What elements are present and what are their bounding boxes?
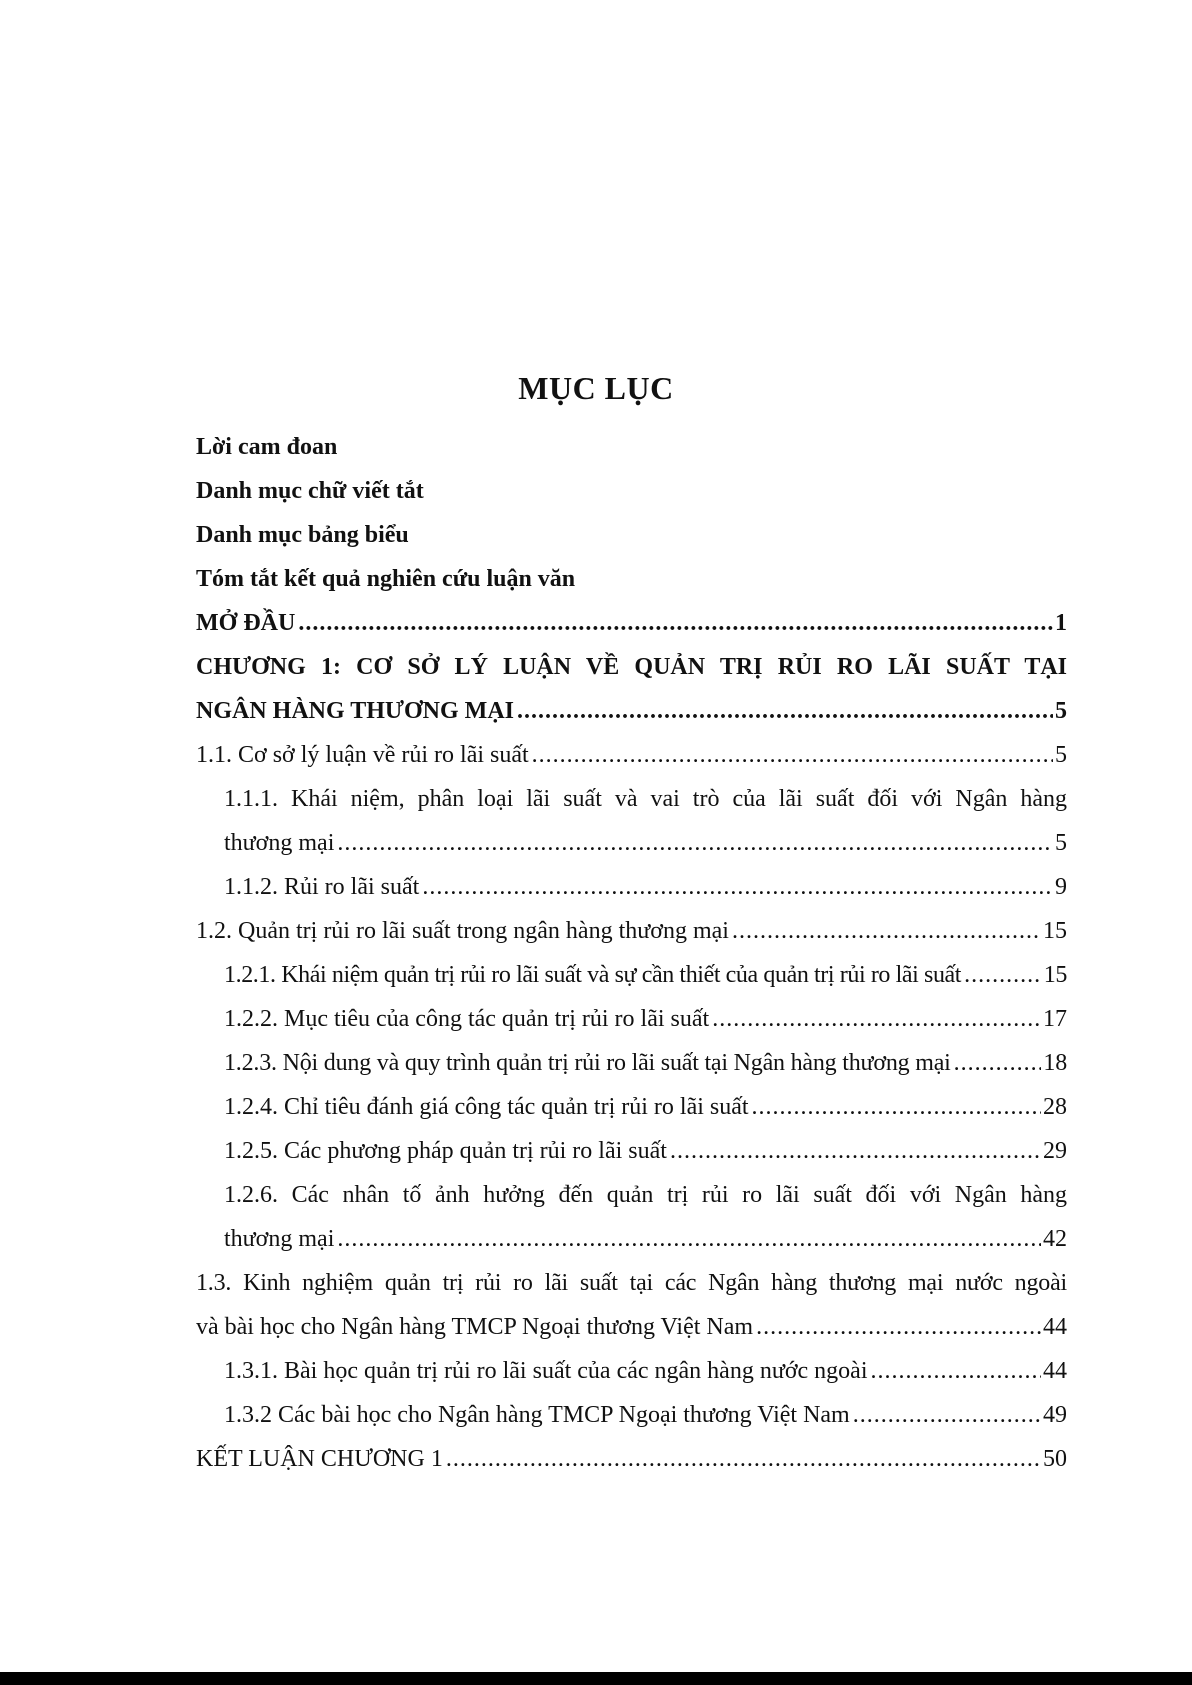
toc-entry-text: 1.2. Quản trị rủi ro lãi suất trong ngân hàng thương mại [196, 918, 729, 944]
toc-page-number: 49 [1043, 1402, 1067, 1428]
toc-entry-text: thương mại [224, 830, 335, 856]
table-of-contents [196, 425, 1067, 1481]
toc-entry-text: MỞ ĐẦU [196, 610, 296, 636]
page-title: MỤC LỤC [518, 370, 674, 406]
dot-leader [517, 689, 1053, 733]
dot-leader [853, 1393, 1041, 1437]
toc-page-number: 18 [1043, 1050, 1067, 1076]
toc-entry-text: 1.2.4. Chỉ tiêu đánh giá công tác quản trị rủi ro lãi suất [224, 1094, 749, 1120]
dot-leader [964, 953, 1042, 997]
toc-entry-1-2-3[interactable] [196, 1041, 1067, 1085]
toc-entry-1-2-1[interactable] [196, 953, 1067, 997]
toc-entry-1-2-5[interactable] [196, 1129, 1067, 1173]
toc-entry-1-3[interactable]: 1.3. Kinh nghiệm quản trị rủi ro lãi suất tại các Ngân hàng thương mại nước ngoài [196, 1270, 1067, 1296]
toc-entry-1-3-1[interactable] [196, 1349, 1067, 1393]
toc-page-number: 15 [1043, 918, 1067, 944]
toc-chapter1-heading[interactable]: CHƯƠNG 1: CƠ SỞ LÝ LUẬN VỀ QUẢN TRỊ RỦI RO LÃI SUẤT TẠI [196, 654, 1067, 680]
toc-page-number: 5 [1055, 830, 1067, 856]
toc-page-number: 29 [1043, 1138, 1067, 1164]
toc-entry-1-2-2[interactable] [196, 997, 1067, 1041]
dot-leader [670, 1129, 1041, 1173]
toc-front-matter-summary[interactable]: Tóm tắt kết quả nghiên cứu luận văn [196, 566, 576, 592]
dot-leader [337, 821, 1053, 865]
dot-leader [712, 997, 1041, 1041]
toc-entry-1-3-cont[interactable] [196, 1305, 1067, 1349]
dot-leader [871, 1349, 1042, 1393]
toc-entry-intro[interactable] [196, 601, 1067, 645]
dot-leader [752, 1085, 1041, 1129]
dot-leader [298, 601, 1053, 645]
toc-page-number: 28 [1043, 1094, 1067, 1120]
toc-entry-1-1[interactable] [196, 733, 1067, 777]
toc-entry-text: 1.1. Cơ sở lý luận về rủi ro lãi suất [196, 742, 529, 768]
toc-chapter1-heading-cont[interactable] [196, 689, 1067, 733]
toc-entry-text: 1.2.1. Khái niệm quản trị rủi ro lãi suất và sự cần thiết của quản trị rủi ro lãi suất [224, 962, 962, 988]
toc-entry-text: KẾT LUẬN CHƯƠNG 1 [196, 1446, 443, 1472]
toc-entry-1-2-6-cont[interactable] [196, 1217, 1067, 1261]
toc-entry-1-3-2[interactable] [196, 1393, 1067, 1437]
toc-entry-1-2[interactable] [196, 909, 1067, 953]
toc-entry-text: 1.2.2. Mục tiêu của công tác quản trị rủi ro lãi suất [224, 1006, 710, 1032]
toc-front-matter-abbreviations[interactable]: Danh mục chữ viết tắt [196, 478, 424, 504]
page-bottom-border [0, 1672, 1192, 1685]
toc-front-matter-declaration[interactable]: Lời cam đoan [196, 434, 338, 460]
toc-page-number: 42 [1043, 1226, 1067, 1252]
dot-leader [337, 1217, 1041, 1261]
toc-page-number: 44 [1043, 1358, 1067, 1384]
toc-entry-1-2-6[interactable]: 1.2.6. Các nhân tố ảnh hưởng đến quản trị rủi ro lãi suất đối với Ngân hàng [224, 1182, 1067, 1208]
toc-entry-conclusion-1[interactable] [196, 1437, 1067, 1481]
toc-entry-text: 1.3.1. Bài học quản trị rủi ro lãi suất của các ngân hàng nước ngoài [224, 1358, 868, 1384]
dot-leader [422, 865, 1053, 909]
toc-page-number: 50 [1043, 1446, 1067, 1472]
dot-leader [954, 1041, 1042, 1085]
toc-entry-text: 1.3.2 Các bài học cho Ngân hàng TMCP Ngoại thương Việt Nam [224, 1402, 850, 1428]
toc-entry-text: 1.1.2. Rủi ro lãi suất [224, 874, 420, 900]
toc-entry-text: 1.2.3. Nội dung và quy trình quản trị rủi ro lãi suất tại Ngân hàng thương mại [224, 1050, 951, 1076]
toc-page-number: 9 [1055, 874, 1067, 900]
toc-page-number: 17 [1043, 1006, 1067, 1032]
toc-entry-text: thương mại [224, 1226, 335, 1252]
toc-entry-1-1-2[interactable] [196, 865, 1067, 909]
toc-page-number: 15 [1043, 962, 1067, 988]
toc-entry-text: 1.2.5. Các phương pháp quản trị rủi ro lãi suất [224, 1138, 667, 1164]
dot-leader [756, 1305, 1041, 1349]
dot-leader [532, 733, 1053, 777]
toc-page-number: 5 [1055, 742, 1067, 768]
dot-leader [732, 909, 1041, 953]
toc-page-number: 44 [1043, 1314, 1067, 1340]
toc-page-number: 1 [1055, 610, 1067, 636]
toc-entry-text: NGÂN HÀNG THƯƠNG MẠI [196, 698, 514, 724]
toc-entry-1-1-1-cont[interactable] [196, 821, 1067, 865]
dot-leader [446, 1437, 1041, 1481]
toc-entry-1-1-1[interactable]: 1.1.1. Khái niệm, phân loại lãi suất và vai trò của lãi suất đối với Ngân hàng [224, 786, 1067, 812]
toc-page-number: 5 [1055, 698, 1067, 724]
toc-front-matter-tables[interactable]: Danh mục bảng biểu [196, 522, 409, 548]
toc-entry-1-2-4[interactable] [196, 1085, 1067, 1129]
toc-entry-text: và bài học cho Ngân hàng TMCP Ngoại thương Việt Nam [196, 1314, 754, 1340]
